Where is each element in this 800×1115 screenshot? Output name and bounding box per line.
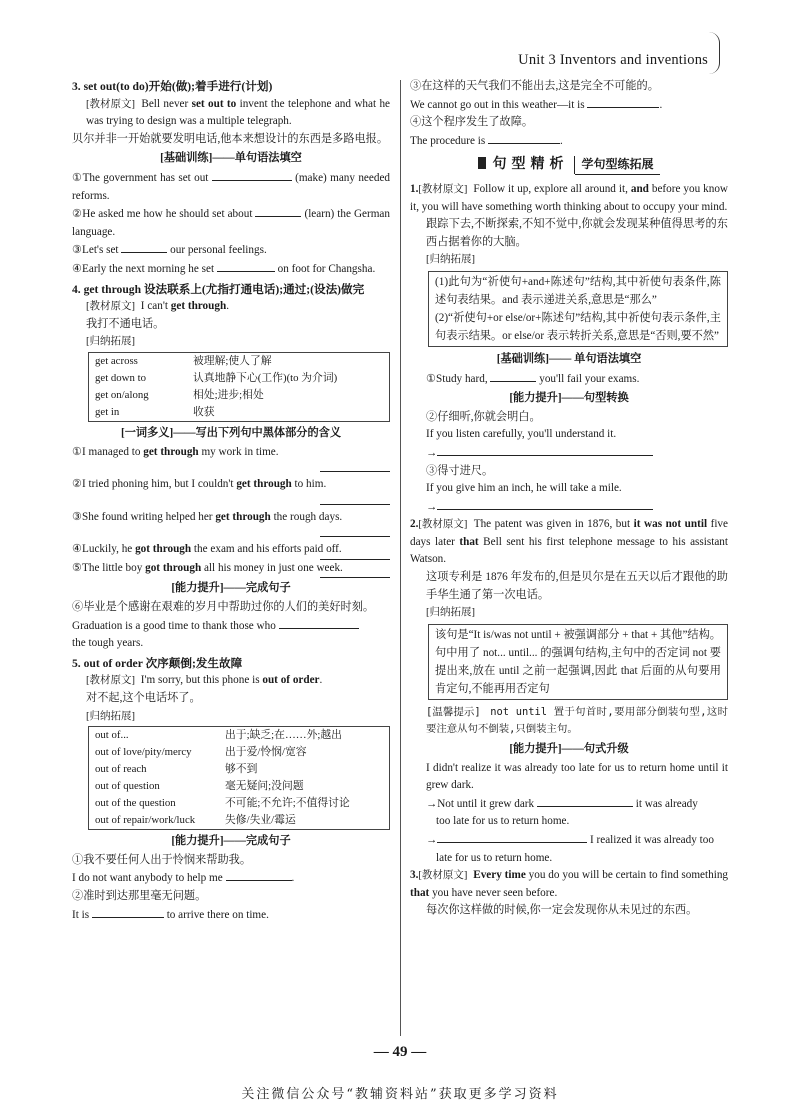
answer-blank[interactable] <box>320 461 390 472</box>
pattern2-upgrade-2: → I realized it was already too <box>410 831 728 850</box>
pattern2-warm-tip: [ 温馨提示 ] not until 置于句首时,要用部分倒装句型,这时要注意从句不倒装,只倒装主句。 <box>410 704 728 739</box>
answer-blank[interactable] <box>537 795 633 807</box>
item5-complete-1-en: I do not want anybody to help me . <box>72 869 390 888</box>
pattern2-upgrade-1-cont: too late for us to return home. <box>436 815 570 828</box>
pattern1-subheading: [基础训练]—— 单句语法填空 <box>496 352 642 365</box>
glossary-row: get down to 认真地静下心(工作)(to 为介词) <box>95 371 338 384</box>
page-number: — 49 — <box>373 1044 427 1060</box>
item4-glossary-label: [ 归纳拓展 ] <box>72 333 390 351</box>
pattern2-subheading: [能力提升]——句式升级 <box>509 743 629 756</box>
glossary-row: out of repair/work/luck 失修/失业/霉运 <box>95 814 296 827</box>
item3-original-text: [ 教材原文 ] Bell never set out to invent the telephone and what he was trying to design was a multiple telegraph. <box>72 96 390 131</box>
glossary-row: out of the question 不可能;不允许;不值得讨论 <box>95 797 350 810</box>
item4-glossary-box <box>88 352 390 422</box>
header-curve-mark <box>709 32 720 74</box>
item5-complete-4-en: The procedure is . <box>410 132 728 151</box>
column-divider <box>400 80 401 1036</box>
answer-blank[interactable] <box>255 205 301 217</box>
pattern2-note-box: 该句是“It is/was not until + 被强调部分 + that + 其他”结构。句中用了 not... until... 的强调句结构,主句中的否定词 not 要提出来,放在 until 之前一起强调,因此 that 后面的从句要用肯定句,不能再用否定句 <box>428 624 728 700</box>
answer-blank[interactable] <box>92 906 164 918</box>
item3-exercise-2: ②He asked me how he should set about (learn) the German language. <box>72 205 390 241</box>
answer-blank[interactable] <box>320 526 390 537</box>
pattern2-upgrade-original: I didn't realize it was already too late for us to return home until it grew dark. <box>426 761 728 792</box>
item4-sentence-3: ③She found writing helped her get through the rough days. <box>72 510 343 523</box>
answer-blank[interactable] <box>437 498 653 510</box>
item4-complete-6-en: Graduation is a good time to thank those who the tough years. <box>72 617 390 653</box>
pattern1-translation: 跟踪下去,不断探索,不知不觉中,你就会发现某种值得思考的东西占据着你的大脑。 <box>426 218 728 248</box>
item4-translation: 我打不通电话。 <box>86 317 165 330</box>
pattern1-exercise-1: ①Study hard, you'll fail your exams. <box>410 370 728 389</box>
answer-blank[interactable] <box>226 869 292 881</box>
item5-translation: 对不起,这个电话坏了。 <box>86 692 201 705</box>
item4-original-text: [ 教材原文 ] I can't get through. <box>72 298 390 316</box>
item4-sentence-4: ④Luckily, he got through the exam and his efforts paid off. <box>72 543 342 556</box>
answer-blank[interactable] <box>437 831 587 843</box>
item4-sentence-5: ⑤The little boy got through all his money in just one week. <box>72 561 343 574</box>
pattern2-upgrade-2-cont: late for us to return home. <box>436 851 553 864</box>
pattern1-original-text: 1.[ 教材原文 ] Follow it up, explore all around it, and before you know it, you will have something worth thinking about to occupy your mind. <box>410 181 728 216</box>
section-marker-icon <box>478 157 486 169</box>
glossary-row: get in 收获 <box>95 405 215 418</box>
pattern3-original-text: 3.[ 教材原文 ] Every time you do you will be certain to find something that you have never seen before. <box>410 867 728 902</box>
item4-complete-6-cn: ⑥毕业是个感谢在艰难的岁月中帮助过你的人们的美好时刻。 <box>72 601 375 614</box>
item3-exercise-3: ③Let's set our personal feelings. <box>72 241 390 260</box>
section-header: 句型精析 学句型练拓展 <box>410 156 728 175</box>
item5-subheading: [能力提升]——完成句子 <box>171 835 291 848</box>
item5-complete-3-en: We cannot go out in this weather—it is . <box>410 96 728 115</box>
item5-heading: 5. out of order 次序颠倒;发生故障 <box>72 656 243 670</box>
glossary-row: get on/along 相处;进步;相处 <box>95 388 264 401</box>
glossary-row: out of question 毫无疑问;没问题 <box>95 780 304 793</box>
item3-subheading: [基础训练]——单句语法填空 <box>160 152 302 165</box>
pattern2-original-text: 2.[ 教材原文 ] The patent was given in 1876, but it was not until five days later that Bell sent his first telephone message to his assistant Watson. <box>410 516 728 569</box>
answer-blank[interactable] <box>320 494 390 505</box>
pattern1-transform-2-en: If you listen carefully, you'll understand it. <box>426 428 617 441</box>
answer-blank[interactable] <box>212 169 292 181</box>
item5-complete-2-en: It is to arrive there on time. <box>72 906 390 925</box>
pattern3-translation: 每次你这样做的时候,你一定会发现你从未见过的东西。 <box>426 904 698 917</box>
footer-note: 关注微信公众号“教辅资料站”获取更多学习资料 <box>241 1087 559 1102</box>
pattern1-note-box: (1)此句为“祈使句+and+陈述句”结构,其中祈使句表条件,陈述句表结果。and 表示递进关系,意思是“那么” (2)“祈使句+or else/or+陈述句”结构,其中祈使句表示条件,主句表示结果。or else/or 表示转折关系,意思是“否则,要不然” <box>428 271 728 347</box>
item5-original-text: [ 教材原文 ] I'm sorry, but this phone is out of order. <box>72 672 390 690</box>
answer-blank[interactable] <box>490 370 536 382</box>
pattern1-glossary-label: [ 归纳拓展 ] <box>410 251 728 269</box>
item4-sentence-1: ①I managed to get through my work in time. <box>72 445 279 458</box>
pattern1-transform-2-cn: ②仔细听,你就会明白。 <box>426 410 541 423</box>
left-column <box>72 78 390 924</box>
pattern1-transform-3-answer: → <box>410 498 728 517</box>
item5-glossary-box <box>88 726 390 830</box>
item3-translation: 贝尔并非一开始就要发明电话,他本来想设计的东西是多路电报。 <box>72 132 389 145</box>
answer-blank[interactable] <box>217 260 275 272</box>
item3-exercise-1: ①The government has set out (make) many needed reforms. <box>72 169 390 205</box>
pattern2-translation: 这项专利是 1876 年发布的,但是贝尔是在五天以后才跟他的助手华生通了第一次电话。 <box>426 571 728 601</box>
item4-sentence-2: ②I tried phoning him, but I couldn't get through to him. <box>72 478 327 491</box>
item5-complete-1-cn: ①我不要任何人出于怜悯来帮助我。 <box>72 853 252 866</box>
answer-blank[interactable] <box>488 132 560 144</box>
item4-subheading-2: [能力提升]——完成句子 <box>171 582 291 595</box>
pattern1-transform-3-cn: ③得寸进尺。 <box>426 464 494 477</box>
item5-complete-4-cn: ④这个程序发生了故障。 <box>410 116 534 129</box>
running-header: Unit 3 Inventors and inventions <box>518 52 708 68</box>
item5-complete-3-cn: ③在这样的天气我们不能出去,这是完全不可能的。 <box>410 80 659 92</box>
item4-glossary-table <box>89 353 389 421</box>
pattern1-transform-3-en: If you give him an inch, he will take a mile. <box>426 482 622 495</box>
pattern1-subheading-2: [能力提升]——句型转换 <box>509 392 629 405</box>
glossary-row: get across 被理解;使人了解 <box>95 354 272 367</box>
answer-blank[interactable] <box>279 617 359 629</box>
answer-blank[interactable] <box>437 444 653 456</box>
right-column <box>410 78 728 920</box>
item5-glossary-table <box>89 727 389 829</box>
pattern2-upgrade-1: →Not until it grew dark it was already <box>410 795 728 814</box>
glossary-row: out of... 出于;缺乏;在……外;越出 <box>95 729 342 742</box>
answer-blank[interactable] <box>587 96 659 108</box>
item3-heading: 3. set out(to do)开始(做);着手进行(计划) <box>72 80 273 93</box>
item4-heading: 4. get through 设法联系上(尤指打通电话);通过;(设法)做完 <box>72 282 365 296</box>
answer-blank[interactable] <box>121 241 167 253</box>
pattern1-transform-2-answer: → <box>410 444 728 463</box>
item3-exercise-4: ④Early the next morning he set on foot for Changsha. <box>72 260 390 279</box>
item5-complete-2-cn: ②准时到达那里毫无问题。 <box>72 890 207 902</box>
item5-glossary-label: [ 归纳拓展 ] <box>72 708 390 726</box>
item4-subheading: [一词多义]——写出下列句中黑体部分的含义 <box>120 426 342 439</box>
pattern2-glossary-label: [ 归纳拓展 ] <box>410 604 728 622</box>
glossary-row: out of reach 够不到 <box>95 763 258 776</box>
glossary-row: out of love/pity/mercy 出于爱/怜悯/宽容 <box>95 746 307 759</box>
